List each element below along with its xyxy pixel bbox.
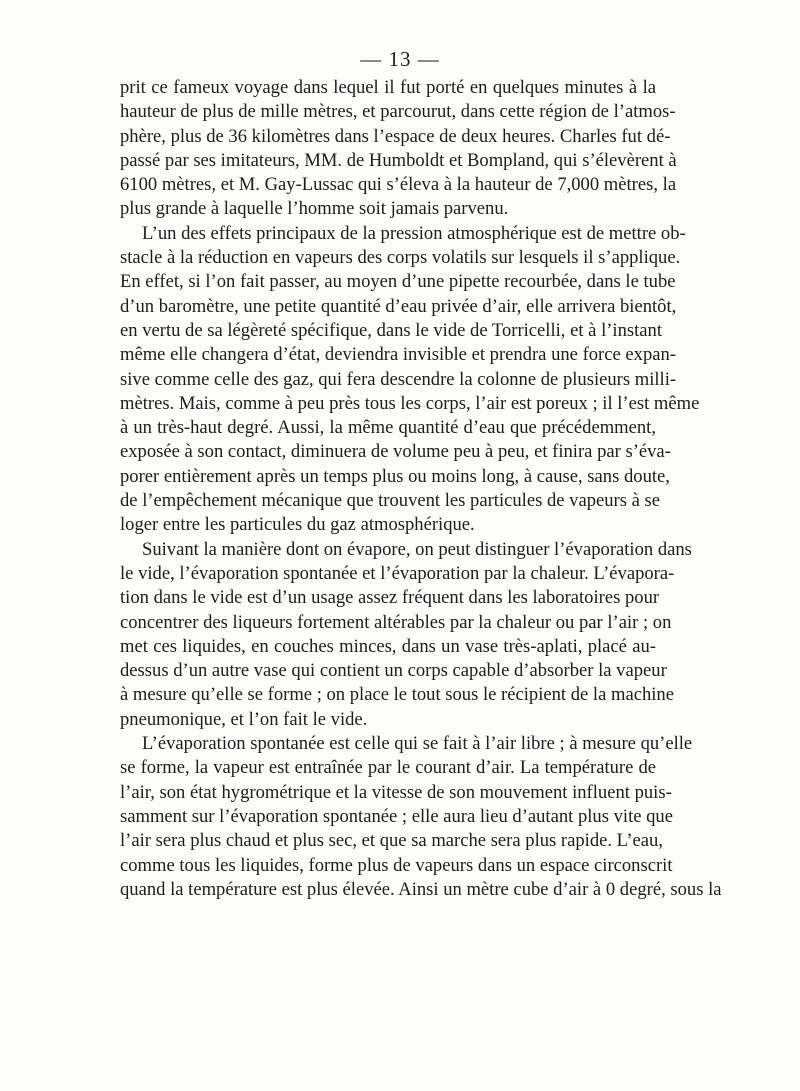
paragraph: [120, 76, 677, 222]
text-line: porer entièrement après un temps plus ou moins long, à cause, sans doute,: [120, 465, 670, 487]
text-line: sive comme celle des gaz, qui fera descendre la colonne de plusieurs milli-: [120, 368, 677, 390]
text-line: l’air sera plus chaud et plus sec, et que sa marche sera plus rapide. L’eau,: [120, 830, 663, 852]
text-line: se forme, la vapeur est entraînée par le courant d’air. La température de: [120, 757, 656, 779]
paragraph: [120, 222, 700, 538]
paragraph: [120, 732, 722, 902]
paragraph: [120, 538, 692, 732]
text-line: 6100 mètres, et M. Gay-Lussac qui s’éleva à la hauteur de 7,000 mètres, la: [120, 174, 677, 196]
text-line: même elle changera d’état, deviendra invisible et prendra une force expan-: [120, 344, 676, 366]
text-line: stacle à la réduction en vapeurs des corps volatils sur lesquels il s’applique.: [120, 247, 681, 269]
text-line: l’air, son état hygrométrique et la vitesse de son mouvement influent puis-: [120, 781, 672, 803]
body-text: [120, 76, 722, 902]
text-line: passé par ses imitateurs, MM. de Humboldt et Bompland, qui s’élevèrent à: [120, 149, 677, 171]
text-line: tion dans le vide est d’un usage assez fréquent dans les laboratoires pour: [120, 587, 660, 609]
text-line: L’un des effets principaux de la pression atmosphérique est de mettre ob-: [142, 222, 686, 244]
text-line: L’évaporation spontanée est celle qui se fait à l’air libre ; à mesure qu’elle: [142, 733, 693, 755]
text-line: à mesure qu’elle se forme ; on place le tout sous le récipient de la machine: [120, 684, 674, 706]
text-line: Suivant la manière dont on évapore, on peut distinguer l’évaporation dans: [142, 538, 692, 560]
text-line: plus grande à laquelle l’homme soit jamais parvenu.: [120, 198, 509, 220]
text-line: pneumonique, et l’on fait le vide.: [120, 708, 368, 730]
text-line: comme tous les liquides, forme plus de vapeurs dans un espace circonscrit: [120, 854, 673, 876]
text-line: samment sur l’évaporation spontanée ; elle aura lieu d’autant plus vite que: [120, 805, 673, 827]
text-line: hauteur de plus de mille mètres, et parcourut, dans cette région de l’atmos-: [120, 101, 676, 123]
text-line: de l’empêchement mécanique que trouvent les particules de vapeurs à se: [120, 490, 661, 512]
text-line: En effet, si l’on fait passer, au moyen d’une pipette recourbée, dans le tube: [120, 271, 676, 293]
text-line: exposée à son contact, diminuera de volume peu à peu, et finira par s’éva-: [120, 441, 671, 463]
text-line: en vertu de sa légèreté spécifique, dans le vide de Torricelli, et à l’instant: [120, 319, 663, 341]
text-line: concentrer des liqueurs fortement altérables par la chaleur ou par l’air ; on: [120, 611, 672, 633]
page-number: — 13 —: [360, 47, 440, 71]
text-line: dessus d’un autre vase qui contient un corps capable d’absorber la vapeur: [120, 660, 667, 682]
text-line: phère, plus de 36 kilomètres dans l’espace de deux heures. Charles fut dé-: [120, 125, 671, 147]
text-line: mètres. Mais, comme à peu près tous les corps, l’air est poreux ; il l’est même: [120, 392, 700, 414]
text-line: prit ce fameux voyage dans lequel il fut porté en quelques minutes à la: [120, 77, 656, 98]
text-line: le vide, l’évaporation spontanée et l’évaporation par la chaleur. L’évapora-: [120, 562, 675, 584]
text-line: à un très-haut degré. Aussi, la même quantité d’eau que précédemment,: [120, 417, 656, 439]
text-line: quand la température est plus élevée. Ainsi un mètre cube d’air à 0 degré, sous la: [120, 878, 722, 900]
text-line: met ces liquides, en couches minces, dans un vase très-aplati, placé au-: [120, 635, 656, 657]
text-line: d’un baromètre, une petite quantité d’eau privée d’air, elle arrivera bientôt,: [120, 295, 677, 317]
text-line: loger entre les particules du gaz atmosphérique.: [120, 514, 475, 536]
